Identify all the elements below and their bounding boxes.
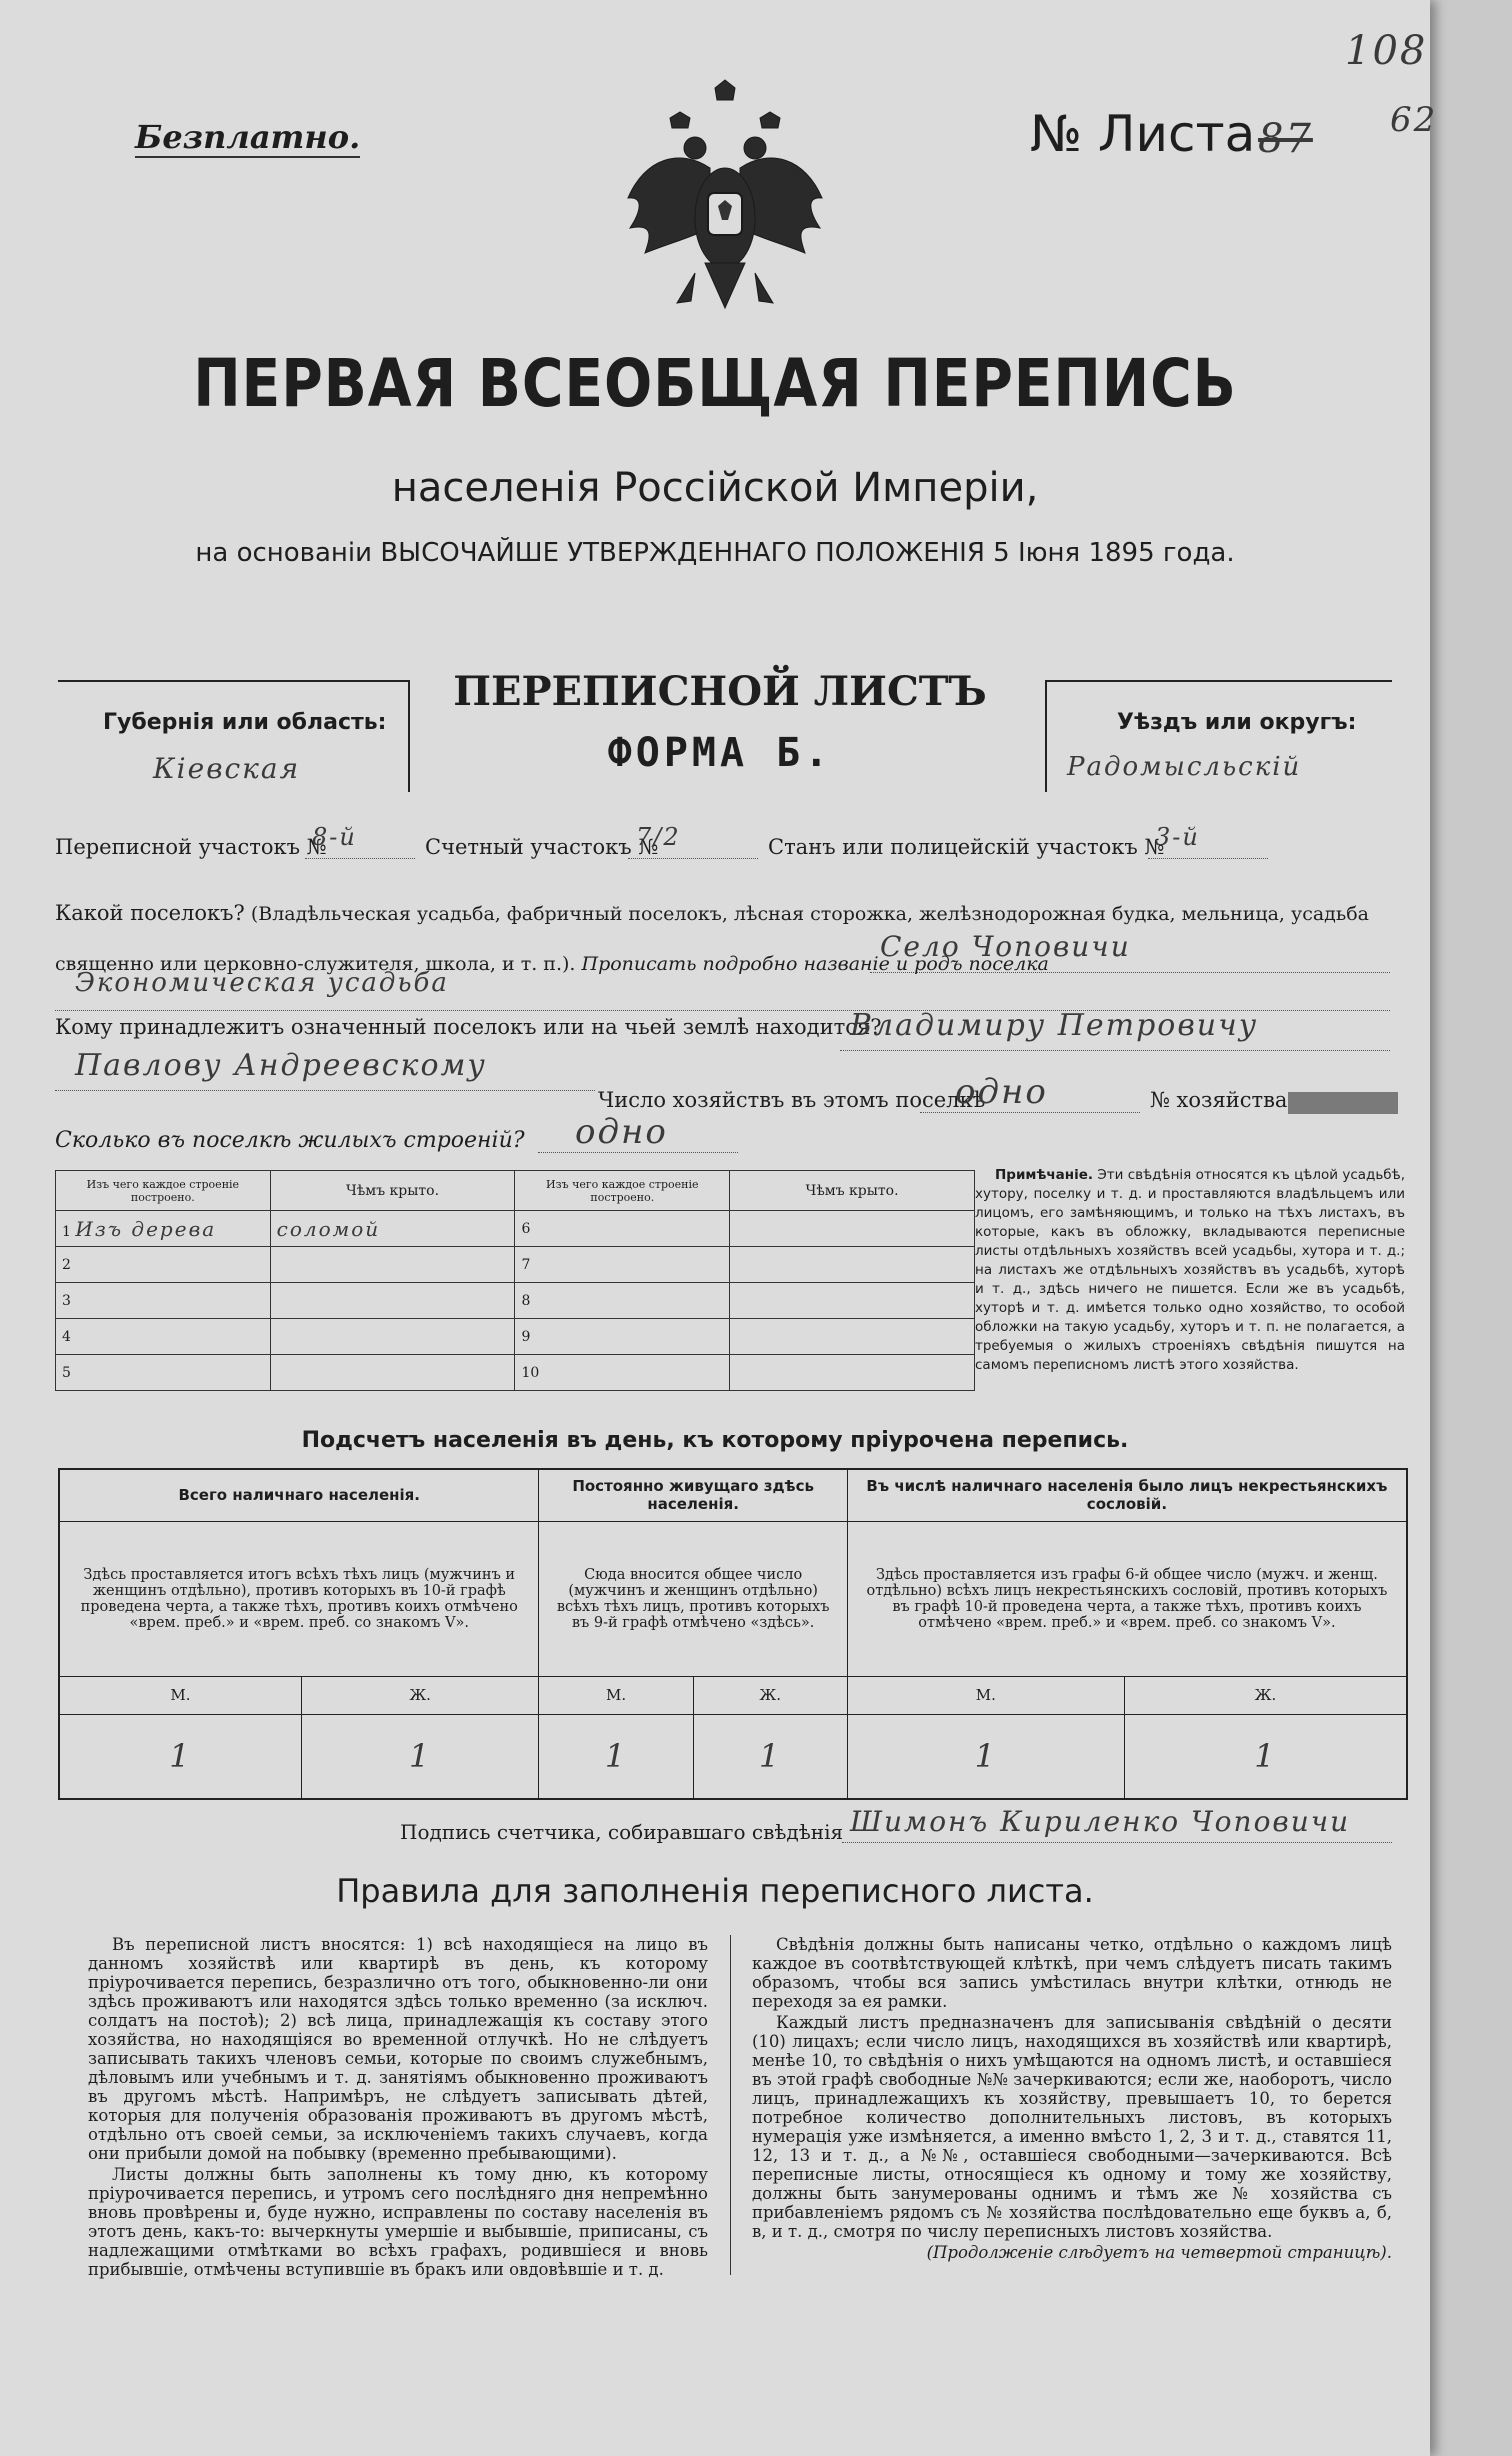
gubernia-box	[58, 680, 410, 792]
permanent-zh-value[interactable]: 1	[693, 1714, 847, 1799]
building-roof-empty[interactable]	[270, 1355, 515, 1391]
building-num: 6	[515, 1211, 730, 1247]
gubernia-label: Губернія или область:	[103, 710, 387, 735]
household-no-redacted	[1288, 1092, 1398, 1114]
archive-number-2: 62	[1390, 100, 1438, 140]
signature-line	[842, 1842, 1392, 1843]
signature-label: Подпись счетчика, собиравшаго свѣдѣнія	[400, 1820, 844, 1844]
rules-title: Правила для заполненія переписного листа.	[336, 1872, 1094, 1910]
building-roof-empty[interactable]	[730, 1211, 975, 1247]
zh-label: Ж.	[1124, 1676, 1407, 1714]
subtitle: населенія Россійской Имперіи,	[391, 465, 1039, 511]
rules-continuation: (Продолженіе слѣдуетъ на четвертой страницѣ).	[926, 2243, 1392, 2262]
form-title: ПЕРЕПИСНОЙ ЛИСТЪ	[453, 668, 987, 715]
census-district-value[interactable]: 8-й	[312, 823, 357, 851]
dwellings-line	[538, 1152, 738, 1153]
m-label: М.	[539, 1676, 693, 1714]
building-material[interactable]: Изъ дерева	[75, 1216, 217, 1241]
col-material-header: Изъ чего каждое строеніе построено.	[56, 1171, 271, 1211]
col3-text: Здѣсь проставляется изъ графы 6-й общее число (мужч. и женщ. отдѣльно) всѣхъ лицъ некрестьянскихъ сословій, противъ которыхъ въ графѣ 10-й проведена черта, а также тѣхъ, противъ коихъ отмѣчено «врем. преб.» и «врем. преб. со знакомъ V».	[847, 1521, 1407, 1676]
uezd-box	[1045, 680, 1392, 792]
building-roof-empty[interactable]	[730, 1283, 975, 1319]
building-roof-empty[interactable]	[270, 1319, 515, 1355]
building-num: 7	[515, 1247, 730, 1283]
m-label: М.	[847, 1676, 1124, 1714]
total-m-value[interactable]: 1	[59, 1714, 301, 1799]
settlement-instruction: Прописать подробно названіе и родъ поселка	[581, 953, 1049, 975]
rules-right-column	[752, 1935, 1392, 2264]
permanent-m-value[interactable]: 1	[539, 1714, 693, 1799]
col2-text: Сюда вносится общее число (мужчинъ и женщинъ отдѣльно) всѣхъ тѣхъ лицъ, противъ которыхъ въ 9-й графѣ отмѣчено «здѣсь».	[539, 1521, 847, 1676]
building-row	[56, 1355, 975, 1391]
owner-line-1	[840, 1050, 1390, 1051]
tally-heading: Подсчетъ населенія въ день, къ которому пріурочена перепись.	[301, 1428, 1129, 1453]
households-label: Число хозяйствъ въ этомъ поселкѣ	[598, 1088, 986, 1112]
owner-label: Кому принадлежитъ означенный поселокъ или на чьей землѣ находится?	[55, 1015, 882, 1039]
col3-title: Въ числѣ наличнаго населенія было лицъ некрестьянскихъ сословій.	[847, 1469, 1407, 1521]
building-num: 10	[515, 1355, 730, 1391]
building-num: 5	[56, 1355, 271, 1391]
households-value[interactable]: одно	[955, 1072, 1048, 1112]
note-text: Эти свѣдѣнія относятся къ цѣлой усадьбѣ, хутору, поселку и т. д. и проставляются владѣльцемъ или лицомъ, его замѣняющимъ, и только на тѣхъ листахъ, въ которые, какъ въ обложку, вкладываются переписные листы отдѣльныхъ хозяйствъ всей усадьбы, хутора и т. д.; на листахъ же отдѣльныхъ хозяйствъ въ усадьбѣ, хуторѣ и т. д., здѣсь ничего не пишется. Если же въ усадьбѣ, хуторѣ и т. д. имѣется только одно хозяйство, то особой обложки на такую усадьбу, хуторъ и т. п. не полагается, а требуемыя о жилыхъ строеніяхъ свѣдѣнія пишутся на самомъ переписномъ листѣ этого хозяйства.	[975, 1167, 1405, 1373]
rules-left-column	[88, 1935, 708, 2281]
settlement-label: Какой поселокъ?	[55, 901, 245, 925]
signature-value[interactable]: Шимонъ Кириленко Чоповичи	[850, 1805, 1351, 1838]
counting-district-line	[628, 858, 758, 859]
note-title: Примѣчаніе.	[995, 1167, 1094, 1183]
building-roof-empty[interactable]	[270, 1283, 515, 1319]
gubernia-value: Кіевская	[153, 752, 301, 785]
col-roof-header-2: Чѣмъ крыто.	[730, 1171, 975, 1211]
owner-value-2[interactable]: Павлову Андреевскому	[75, 1048, 487, 1083]
col-material-header-2: Изъ чего каждое строеніе построено.	[515, 1171, 730, 1211]
basis-line: на основаніи ВЫСОЧАЙШЕ УТВЕРЖДЕННАГО ПОЛОЖЕНІЯ 5 Іюня 1895 года.	[195, 538, 1235, 568]
buildings-note	[975, 1166, 1405, 1375]
dwellings-value[interactable]: одно	[575, 1112, 668, 1152]
main-title: ПЕРВАЯ ВСЕОБЩАЯ ПЕРЕПИСЬ	[193, 345, 1237, 422]
building-num: 1	[62, 1223, 71, 1240]
building-num: 3	[56, 1283, 271, 1319]
tally-table	[58, 1468, 1408, 1800]
rules-right-p2: Каждый листъ предназначенъ для записыванія свѣдѣній о десяти (10) лицахъ; если число лицъ, находящихся въ хозяйствѣ или квартирѣ, менѣе 10, то свѣдѣнія о нихъ умѣщаются на одномъ листѣ, и оставшіеся въ этой графѣ свободные №№ зачеркиваются; если же, наоборотъ, число лицъ, принадлежащихъ къ хозяйству, превышаетъ 10, то берется потребное количество дополнительныхъ листовъ, въ которыхъ нумерація уже измѣняется, а именно вмѣсто 1, 2, 3 и т. д., ставятся 11, 12, 13 и т. д., а №№, оставшіеся свободными—зачеркиваются. Всѣ переписные листы, относящіеся къ одному и тому же хозяйству, должны быть занумерованы однимъ и тѣмъ же № хозяйства съ прибавленіемъ рядомъ съ № хозяйства послѣдовательно еще буквъ а, б, в, и т. д., смотря по числу переписныхъ листовъ хозяйства.	[752, 2013, 1392, 2241]
col2-title: Постоянно живущаго здѣсь населенія.	[539, 1469, 847, 1521]
settlement-value-2[interactable]: Экономическая усадьба	[75, 968, 449, 998]
building-row	[56, 1211, 975, 1247]
nonpeasant-zh-value[interactable]: 1	[1124, 1714, 1407, 1799]
owner-value-1[interactable]: Владимиру Петровичу	[850, 1008, 1259, 1043]
census-district-line	[305, 858, 415, 859]
building-roof-empty[interactable]	[730, 1319, 975, 1355]
free-label: Безплатно.	[135, 118, 361, 156]
census-district-label: Переписной участокъ №	[55, 835, 327, 859]
settlement-hint: (Владѣльческая усадьба, фабричный поселокъ, лѣсная сторожка, желѣзнодорожная будка, мельница, усадьба священно или церковно-служителя, школа, и т. п.).	[55, 903, 1369, 975]
rules-left-p1: Въ переписной листъ вносятся: 1) всѣ находящіеся на лицо въ данномъ хозяйствѣ или квартирѣ въ день, къ которому пріурочивается перепись, безразлично отъ того, обыкновенно-ли они здѣсь проживаютъ или находятся здѣсь только временно (за исключ. солдатъ на постоѣ); 2) всѣ лица, принадлежащія къ составу этого хозяйства, но находящіяся во временной отлучкѣ. Но не слѣдуетъ записывать такихъ членовъ семьи, которые по своимъ служебнымъ, дѣловымъ или учебнымъ и т. д. занятіямъ обыкновенно проживаютъ въ другомъ мѣстѣ. Напримѣръ, не слѣдуетъ записывать дѣтей, которыя для полученія образованія проживаютъ въ другомъ мѣстѣ, отдѣльно отъ своей семьи, за исключеніемъ такихъ случаевъ, когда они прибыли домой на побывку (временно пребывающими).	[88, 1935, 708, 2163]
building-row	[56, 1247, 975, 1283]
uezd-label: Уѣздъ или округъ:	[1117, 710, 1357, 735]
rules-divider	[730, 1935, 731, 2275]
building-roof-empty[interactable]	[730, 1247, 975, 1283]
building-num: 9	[515, 1319, 730, 1355]
imperial-eagle-emblem	[620, 78, 830, 323]
building-num: 4	[56, 1319, 271, 1355]
building-roof[interactable]: соломой	[270, 1211, 515, 1247]
zh-label: Ж.	[693, 1676, 847, 1714]
building-roof-empty[interactable]	[730, 1355, 975, 1391]
zh-label: Ж.	[301, 1676, 539, 1714]
dwellings-label: Сколько въ поселкѣ жилыхъ строеній?	[55, 1128, 525, 1153]
building-row	[56, 1319, 975, 1355]
nonpeasant-m-value[interactable]: 1	[847, 1714, 1124, 1799]
uezd-value: Радомысльскій	[1067, 752, 1302, 782]
building-row	[56, 1283, 975, 1319]
owner-line-2	[55, 1090, 595, 1091]
total-zh-value[interactable]: 1	[301, 1714, 539, 1799]
station-label: Станъ или полицейскій участокъ №	[768, 835, 1165, 859]
household-no-label: № хозяйства	[1150, 1088, 1288, 1112]
households-line	[920, 1112, 1140, 1113]
building-num: 8	[515, 1283, 730, 1319]
settlement-value-1[interactable]: Село Чоповичи	[880, 930, 1131, 963]
building-num: 2	[56, 1247, 271, 1283]
building-roof-empty[interactable]	[270, 1247, 515, 1283]
station-value[interactable]: 3-й	[1155, 823, 1200, 851]
col1-title: Всего наличнаго населенія.	[59, 1469, 539, 1521]
station-line	[1148, 858, 1268, 859]
settlement-line-1	[870, 972, 1390, 973]
counting-district-value[interactable]: 7/2	[636, 823, 681, 851]
rules-left-p2: Листы должны быть заполнены къ тому дню, къ которому пріурочивается перепись, и утромъ сего послѣдняго дня непремѣнно вновь провѣрены и, буде нужно, исправлены по составу населенія въ этотъ день, какъ-то: вычеркнуты умершіе и выбывшіе, приписаны, съ надлежащими отмѣтками во всѣхъ графахъ, родившіеся и вновь прибывшіе, отмѣчены вступившіе въ бракъ или овдовѣвшіе и т. д.	[88, 2165, 708, 2279]
col1-text: Здѣсь проставляется итогъ всѣхъ тѣхъ лицъ (мужчинъ и женщинъ отдѣльно), противъ которыхъ въ 10-й графѣ проведена черта, а также тѣхъ, противъ коихъ отмѣчено «врем. преб.» и «врем. преб. со знакомъ V».	[59, 1521, 539, 1676]
buildings-table	[55, 1170, 975, 1391]
sheet-number-label: № Листа	[1030, 105, 1256, 163]
col-roof-header: Чѣмъ крыто.	[270, 1171, 515, 1211]
rules-right-p1: Свѣдѣнія должны быть написаны четко, отдѣльно о каждомъ лицѣ каждое въ соотвѣтствующей клѣткѣ, при чемъ слѣдуетъ писать такимъ образомъ, чтобы вся запись умѣстилась внутри клѣтки, отнюдь не переходя за ея рамки.	[752, 1935, 1392, 2011]
m-label: М.	[59, 1676, 301, 1714]
form-name: ФОРМА Б.	[607, 730, 833, 776]
archive-number-1: 108	[1345, 28, 1428, 74]
counting-district-label: Счетный участокъ №	[425, 835, 659, 859]
sheet-number-value: 87	[1258, 116, 1313, 162]
